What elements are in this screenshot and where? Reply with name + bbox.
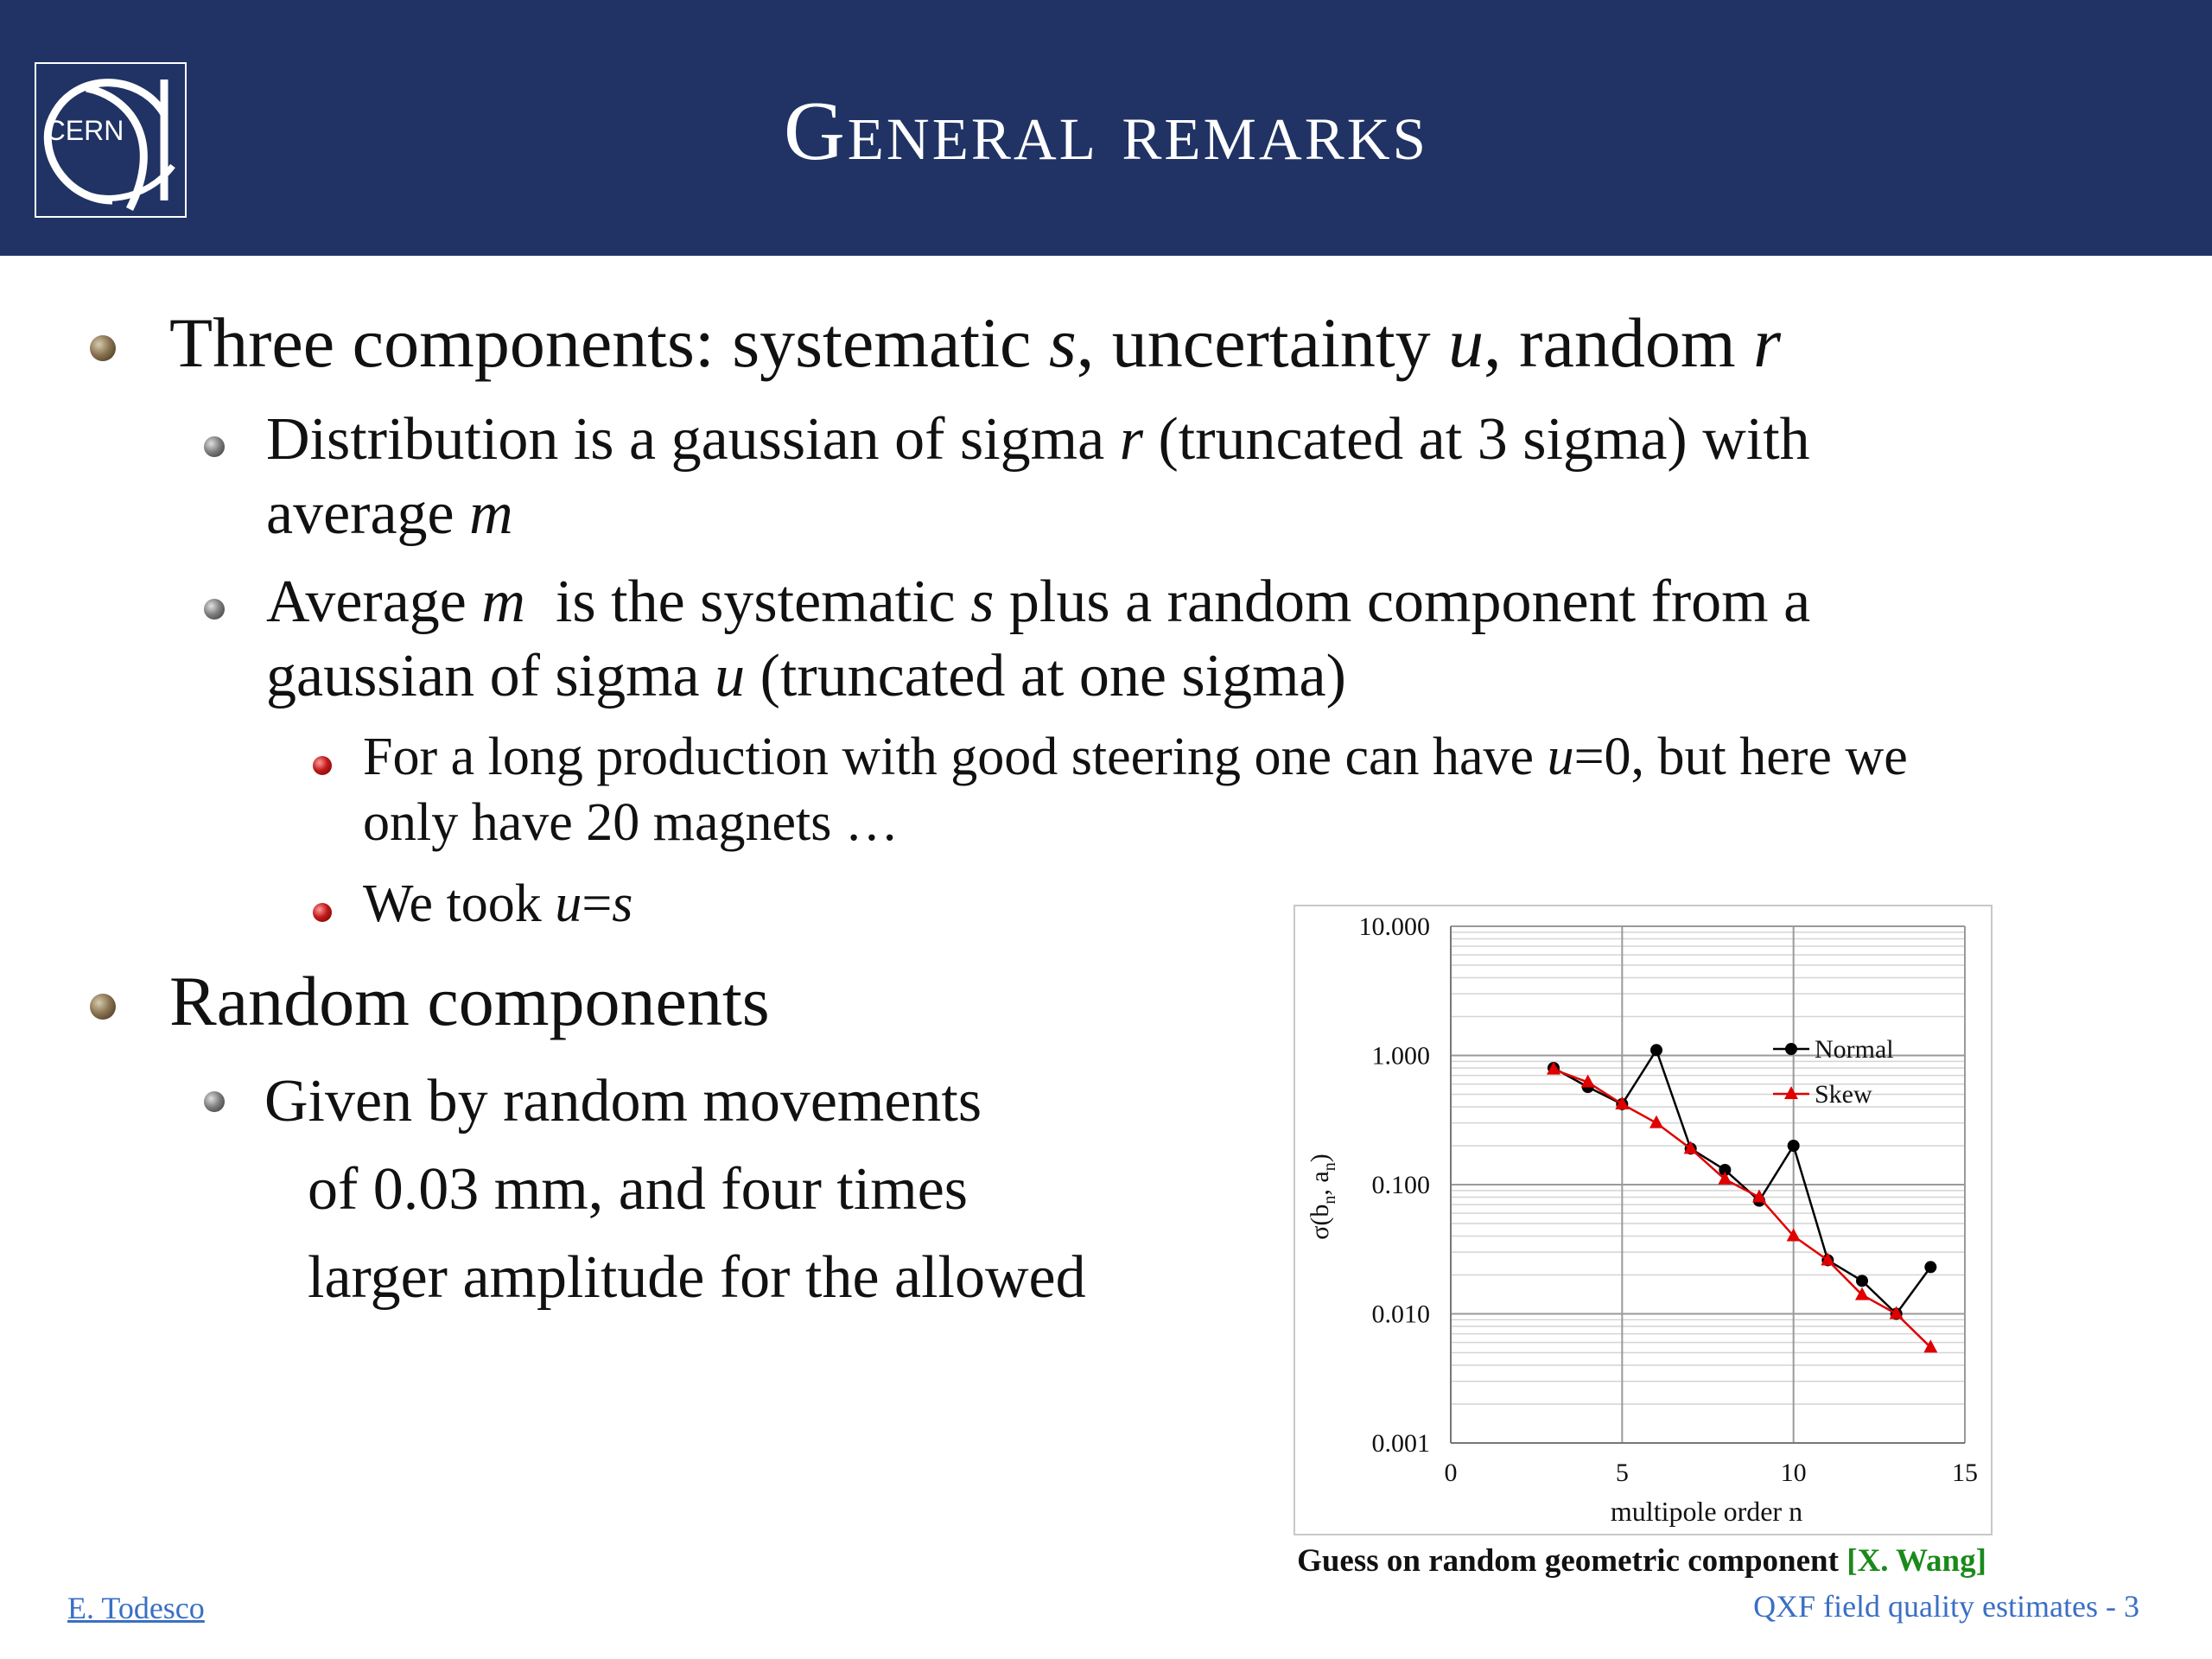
legend-marker-normal: [1785, 1043, 1797, 1055]
bullet-given-by: [264, 1058, 1086, 1322]
bullet-dot-level1: [90, 994, 116, 1020]
legend-marker-skew: [1784, 1086, 1798, 1099]
caption-credit: [X. Wang]: [1847, 1543, 1986, 1579]
series-line-skew: [1554, 1070, 1930, 1348]
y-axis-label: $\sigma(b_n$, $a_n$): [1306, 1154, 1339, 1240]
x-tick-label: 15: [1952, 1459, 1978, 1487]
y-tick-label: 1.000: [1371, 1041, 1430, 1071]
bullet-text: Distribution is a gaussian of sigma: [266, 406, 1120, 473]
bullet-text: (truncated at one sigma): [745, 643, 1346, 709]
y-tick-label: 0.001: [1371, 1429, 1430, 1458]
bullet-text: We took: [363, 874, 556, 933]
bullet-text: is the systematic: [524, 569, 971, 635]
bullet-distribution: [266, 403, 1810, 551]
var-m: m: [481, 569, 525, 635]
bullet-text: plus a random component from a: [994, 569, 1811, 635]
bullet-dot-level2: [204, 599, 225, 620]
chart-caption: [1270, 1542, 2013, 1580]
bullet-text: , uncertainty: [1076, 303, 1449, 382]
bullet-dot-level2: [204, 436, 225, 457]
var-r: r: [1119, 406, 1143, 473]
multipole-chart: [1294, 905, 1989, 1532]
legend-label-skew: Skew: [1815, 1080, 1872, 1109]
y-tick-label: 10.000: [1358, 912, 1430, 941]
x-tick-label: 5: [1615, 1459, 1629, 1487]
x-tick-label: 10: [1780, 1459, 1807, 1487]
bullet-text: Average: [266, 569, 482, 635]
header-bar: [0, 0, 2212, 256]
bullet-text: larger amplitude for the allowed: [308, 1244, 1086, 1311]
bullet-text: (truncated at 3 sigma) with: [1142, 406, 1810, 473]
logo-text: CERN: [45, 115, 124, 146]
data-point-normal: [1788, 1140, 1800, 1152]
bullet-text: of 0.03 mm, and four times: [308, 1156, 969, 1223]
caption-text: Guess on random geometric component: [1297, 1543, 1847, 1579]
bullet-three-components: [169, 302, 1781, 384]
bullet-text: , random: [1484, 303, 1754, 382]
bullet-we-took: [363, 871, 632, 937]
bullet-text: For a long production with good steering one can have: [363, 728, 1548, 786]
page-title: General remarks: [784, 85, 1428, 178]
bullet-text: average: [266, 480, 470, 547]
var-m: m: [469, 480, 513, 547]
bullet-text: only have 20 magnets …: [363, 793, 899, 852]
bullet-text: =0, but here we: [1573, 728, 1908, 786]
bullet-dot-level1: [90, 335, 116, 361]
legend-label-normal: Normal: [1815, 1035, 1894, 1064]
data-point-normal: [1856, 1274, 1868, 1287]
y-tick-label: 0.100: [1371, 1171, 1430, 1199]
data-point-skew: [1649, 1116, 1663, 1128]
y-tick-label: 0.010: [1371, 1300, 1430, 1329]
bullet-dot-level2: [204, 1091, 225, 1112]
bullet-text: Given by random movements: [264, 1068, 982, 1135]
footer-slide-label: QXF field quality estimates - 3: [1753, 1589, 2139, 1624]
var-s: s: [970, 569, 995, 635]
bullet-dot-level3: [313, 756, 332, 775]
var-s: s: [1048, 303, 1077, 382]
var-r: r: [1753, 303, 1782, 382]
series-line-normal: [1554, 1050, 1930, 1313]
x-tick-label: 0: [1444, 1459, 1458, 1487]
bullet-text: =: [582, 874, 613, 933]
var-u: u: [715, 643, 746, 709]
var-u: u: [555, 874, 582, 933]
var-s: s: [612, 874, 633, 933]
footer-author-link[interactable]: E. Todesco: [67, 1591, 205, 1625]
bullet-dot-level3: [313, 903, 332, 922]
x-axis-label: multipole order n: [1610, 1496, 1803, 1527]
var-u: u: [1448, 303, 1484, 382]
data-point-normal: [1650, 1044, 1662, 1056]
bullet-average: [266, 565, 1810, 714]
data-point-normal: [1924, 1261, 1936, 1273]
bullet-text: Three components: systematic: [169, 303, 1049, 382]
bullet-text: gaussian of sigma: [266, 643, 715, 709]
bullet-random-components: Random components: [169, 962, 770, 1040]
var-u: u: [1547, 728, 1574, 786]
bullet-long-production: [363, 724, 1908, 855]
